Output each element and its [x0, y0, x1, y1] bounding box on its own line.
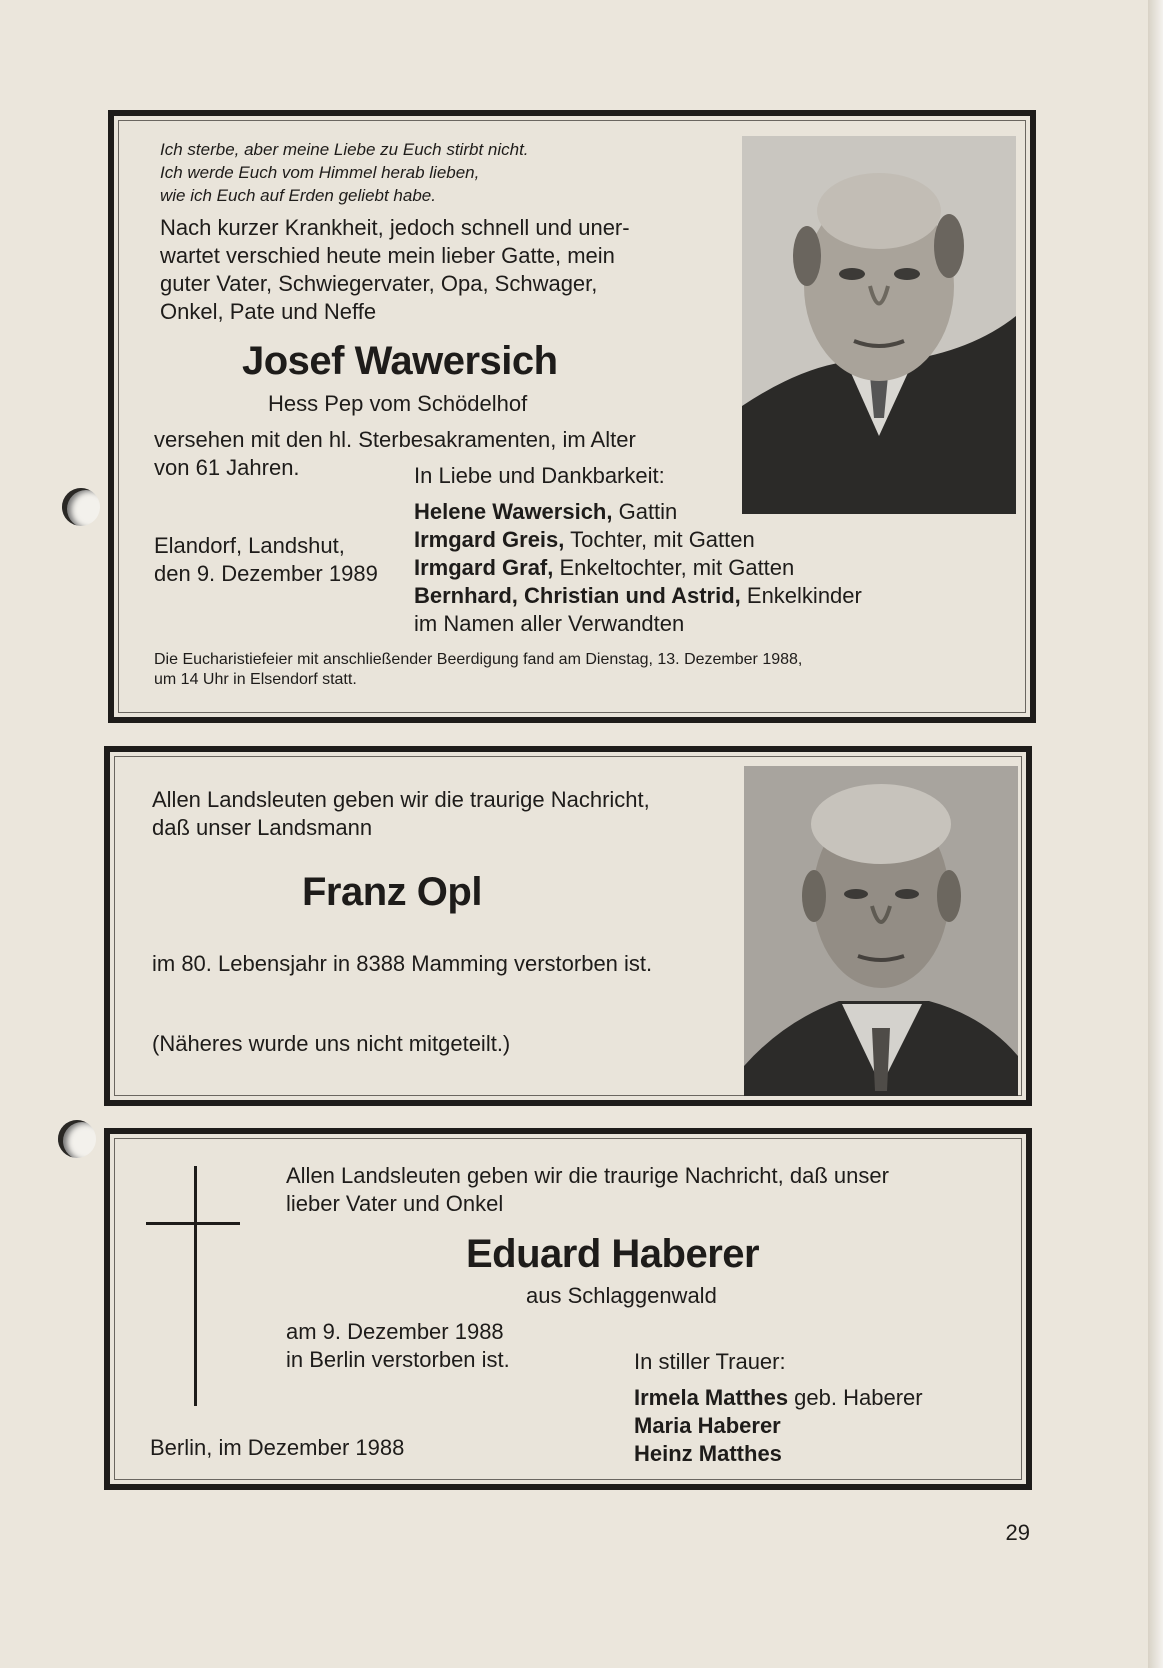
footer-line: Die Eucharistiefeier mit anschließender Beerdigung fand am Dienstag, 13. Dezember 1988, [154, 651, 803, 668]
place-date [154, 532, 378, 588]
intro-line: guter Vater, Schwiegervater, Opa, Schwager, [160, 271, 598, 296]
mourner-relation: Tochter, mit Gatten [564, 527, 755, 552]
portrait-photo [742, 136, 1016, 514]
mourners-intro: In stiller Trauer: [634, 1349, 786, 1374]
intro-line: Allen Landsleuten geben wir die traurige Nachricht, daß unser [286, 1163, 889, 1188]
intro-line: Allen Landsleuten geben wir die traurige Nachricht, [152, 787, 650, 812]
mourner [414, 526, 862, 554]
origin: aus Schlaggenwald [526, 1283, 717, 1308]
mourner-relation: Enkelkinder [740, 583, 862, 608]
note-text: (Näheres wurde uns nicht mitgeteilt.) [152, 1031, 511, 1056]
mourner [414, 554, 862, 582]
mourner-name: Bernhard, Christian und Astrid, [414, 583, 741, 608]
cross-vertical [194, 1166, 197, 1406]
date-line: den 9. Dezember 1989 [154, 561, 378, 586]
mourner-name: Irmgard Graf, [414, 555, 554, 580]
quote-line: Ich werde Euch vom Himmel herab lieben, [160, 163, 480, 182]
death-line: am 9. Dezember 1988 [286, 1319, 504, 1344]
punch-hole-top [62, 488, 100, 526]
age-line: von 61 Jahren. [154, 455, 300, 480]
death-line: in Berlin verstorben ist. [286, 1347, 510, 1372]
intro-text [160, 214, 630, 326]
mourner-relation: Gattin [612, 499, 678, 524]
footer-line: um 14 Uhr in Elsendorf statt. [154, 671, 357, 688]
intro-line: Onkel, Pate und Neffe [160, 299, 377, 324]
mourner-relation: geb. Haberer [788, 1385, 923, 1410]
deceased-name: Franz Opl [302, 870, 482, 914]
quote-line: wie ich Euch auf Erden geliebt habe. [160, 186, 436, 205]
relatives-line: im Namen aller Verwandten [414, 611, 685, 636]
deceased-name: Josef Wawersich [242, 339, 558, 383]
intro-line: Nach kurzer Krankheit, jedoch schnell und uner- [160, 215, 630, 240]
intro-text [152, 786, 650, 842]
mourner-name: Irmela Matthes [634, 1385, 789, 1410]
quote-line: Ich sterbe, aber meine Liebe zu Euch stirbt nicht. [160, 140, 529, 159]
intro-line: daß unser Landsmann [152, 815, 373, 840]
deceased-name: Eduard Haberer [466, 1232, 760, 1276]
mourner-name: Irmgard Greis, [414, 527, 565, 552]
obituary-eduard-haberer [104, 1128, 1032, 1490]
mourner-relation: Enkeltochter, mit Gatten [553, 555, 795, 580]
obituary-franz-opl [104, 746, 1032, 1106]
punch-hole-bottom [58, 1120, 96, 1158]
death-text [286, 1318, 510, 1374]
obituary-josef-wawersich [108, 110, 1036, 723]
cross-icon [146, 1166, 242, 1406]
mourners-list [414, 498, 862, 638]
mourner-name: Heinz Matthes [634, 1441, 782, 1466]
nickname: Hess Pep vom Schödelhof [268, 391, 528, 416]
quote [160, 138, 529, 207]
intro-text [286, 1162, 889, 1218]
mourners-list [634, 1384, 923, 1468]
mourner [414, 582, 862, 610]
age-line: versehen mit den hl. Sterbesakramenten, im Alter [154, 427, 636, 452]
intro-line: wartet verschied heute mein lieber Gatte, mein [160, 243, 615, 268]
funeral-footer [154, 650, 802, 690]
place-line: Elandorf, Landshut, [154, 533, 345, 558]
mourner-name: Helene Wawersich, [414, 499, 613, 524]
death-text: im 80. Lebensjahr in 8388 Mamming verstorben ist. [152, 951, 653, 976]
intro-line: lieber Vater und Onkel [286, 1191, 504, 1216]
mourner [634, 1384, 923, 1412]
mourners-intro: In Liebe und Dankbarkeit: [414, 463, 665, 488]
portrait-photo [744, 766, 1018, 1096]
page-edge [1148, 0, 1163, 1668]
mourner-name: Maria Haberer [634, 1413, 781, 1438]
cross-horizontal [146, 1222, 240, 1225]
page-number: 29 [1005, 1520, 1030, 1545]
place-date: Berlin, im Dezember 1988 [150, 1435, 405, 1460]
